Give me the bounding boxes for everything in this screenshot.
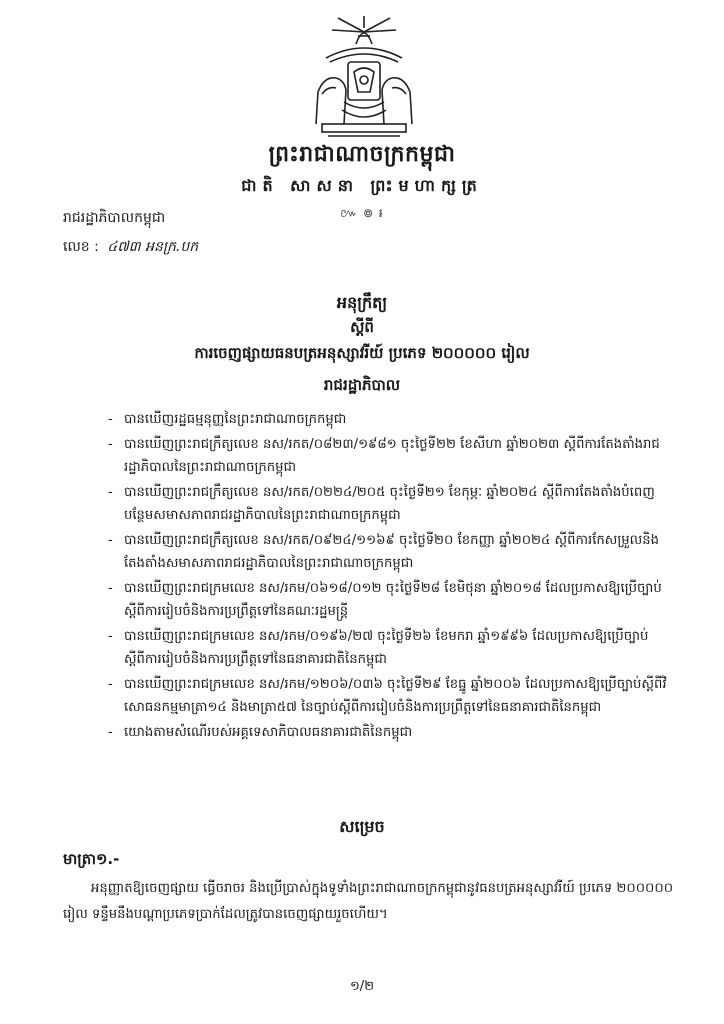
kingdom-heading: ព្រះរាជាណាចក្រកម្ពុជា <box>268 141 456 167</box>
article-body: អនុញ្ញាតឱ្យចេញផ្សាយ ធ្វើចរាចរ និងប្រើប្រាស់ក្នុងទូទាំងព្រះរាជាណាចក្រកម្ពុជានូវធនបត្រអនុស្សាវរីយ៍ ប្រភេទ ២០០០០០ រៀល ទន្ទឹមនឹងបណ្ដាប្រភេទប្រាក់ដែលត្រូវបានចេញផ្សាយរួចហើយ។ <box>63 881 674 922</box>
list-item: - បានឃើញព្រះរាជក្រមលេខ នស/រកម/០១៩៦/២៧ ចុះថ្ងៃទី២៦ ខែមករា ឆ្នាំ១៩៩៦ ដែលប្រកាសឱ្យប្រើច្បាប់ស្ដីពីការរៀបចំនិងការប្រព្រឹត្តទៅនៃធនាគារជាតិនៃកម្ពុជា <box>108 625 668 671</box>
issuing-government: រាជរដ្ឋាភិបាលកម្ពុជា <box>63 210 166 226</box>
list-item: - បានឃើញរដ្ឋធម្មនុញ្ញនៃព្រះរាជាណាចក្រកម្ពុជា <box>108 408 668 431</box>
reference-line <box>63 237 198 258</box>
document-subject: ការចេញផ្សាយធនបត្រអនុស្សាវរីយ៍ ប្រភេទ ២០០០០០ រៀល <box>194 344 530 362</box>
royal-coat-of-arms-icon <box>308 14 420 140</box>
decision-heading: សម្រេច <box>339 817 385 836</box>
list-item: - បានឃើញព្រះរាជក្រឹត្យលេខ នស/រកត/០៨២៣/១៩៨១ ចុះថ្ងៃទី២២ ខែសីហា ឆ្នាំ២០២៣ ស្ដីពីការតែងតាំងរាជរដ្ឋាភិបាលនៃព្រះរាជាណាចក្រកម្ពុជា <box>108 433 668 479</box>
document-type: អនុក្រឹត្យ <box>336 293 388 312</box>
article-title: មាត្រា១.- <box>63 850 120 868</box>
issuer-heading: រាជរដ្ឋាភិបាល <box>323 376 401 394</box>
reference-label: លេខ : <box>63 239 99 255</box>
about-label: ស្ដីពី <box>350 318 374 336</box>
list-item: - បានឃើញព្រះរាជក្រឹត្យលេខ នស/រកត/០២២៤/២០៥ ចុះថ្ងៃទី២១ ខែកុម្ភៈ ឆ្នាំ២០២៤ ស្ដីពីការតែងតាំងបំពេញបន្ថែមសមាសភាពរាជរដ្ឋាភិបាលនៃព្រះរាជាណាចក្រកម្ពុជា <box>108 481 668 527</box>
national-motto: ជាតិ សាសនា ព្រះមហាក្សត្រ <box>241 176 483 195</box>
considerations-list <box>108 408 668 746</box>
list-item: - យោងតាមសំណើរបស់អគ្គទេសាភិបាលធនាគារជាតិនៃកម្ពុជា <box>108 721 668 744</box>
ornament-divider: ៚ ៙ ៛ <box>340 206 384 220</box>
list-item: - បានឃើញព្រះរាជក្រឹត្យលេខ នស/រកត/០៩២៤/១១៦៩ ចុះថ្ងៃទី២០ ខែកញ្ញា ឆ្នាំ២០២៤ ស្ដីពីការកែសម្រួលនិងតែងតាំងសមាសភាពរាជរដ្ឋាភិបាលនៃព្រះរាជាណាចក្រកម្ពុជា <box>108 529 668 575</box>
list-item: - បានឃើញព្រះរាជក្រមលេខ នស/រកម/១២០៦/០៣៦ ចុះថ្ងៃទី២៩ ខែធ្នូ ឆ្នាំ២០០៦ ដែលប្រកាសឱ្យប្រើច្បាប់ស្ដីពីវិសោធនកម្មមាត្រា១៤ និងមាត្រា៥៧ នៃច្បាប់ស្ដីពីការរៀបចំនិងការប្រព្រឹត្តទៅនៃធនាគារជាតិនៃកម្ពុជា <box>108 673 668 719</box>
page-number: ១/២ <box>349 979 375 994</box>
list-item: - បានឃើញព្រះរាជក្រមលេខ នស/រកម/០៦១៨/០១២ ចុះថ្ងៃទី២៨ ខែមិថុនា ឆ្នាំ២០១៨ ដែលប្រកាសឱ្យប្រើច្បាប់ស្ដីពីការរៀបចំនិងការប្រព្រឹត្តទៅនៃគណៈរដ្ឋមន្ត្រី <box>108 577 668 623</box>
reference-number: ៤៧៣ អនក្រ.បក <box>107 239 199 255</box>
